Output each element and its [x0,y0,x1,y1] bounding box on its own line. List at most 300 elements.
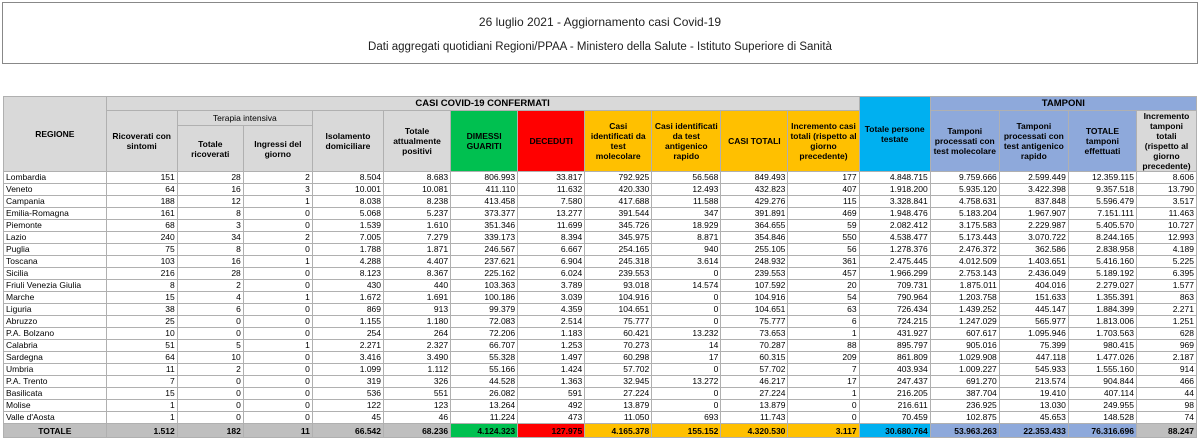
table-cell: 177 [788,172,859,184]
table-row [4,388,1197,400]
table-cell: 837.848 [999,196,1068,208]
table-row [4,196,1197,208]
table-cell: 1.691 [384,292,451,304]
table-cell: 0 [177,400,243,412]
table-cell: 2 [243,172,312,184]
table-cell: 2.514 [518,316,585,328]
table-row [4,316,1197,328]
table-cell: 246.567 [451,244,518,256]
table-cell: 8.683 [384,172,451,184]
table-cell: 13.879 [585,400,652,412]
table-cell: 0 [177,388,243,400]
header-casi-totali: CASI TOTALI [721,111,788,172]
table-cell: 70.273 [585,340,652,352]
table-cell: 492 [518,400,585,412]
table-cell: 103.363 [451,280,518,292]
table-cell: 10 [106,328,177,340]
table-cell: 14 [652,340,721,352]
table-cell: 4.012.509 [930,256,999,268]
table-cell: 0 [652,316,721,328]
table-cell: 3.517 [1136,196,1196,208]
table-cell: 59 [788,220,859,232]
table-cell: 457 [788,268,859,280]
total-cell: 155.152 [652,424,721,438]
table-cell: 68 [106,220,177,232]
table-cell: 339.173 [451,232,518,244]
table-cell: 60.298 [585,352,652,364]
table-cell: 2.271 [1136,304,1196,316]
table-cell: 0 [243,220,312,232]
table-cell: 391.544 [585,208,652,220]
table-cell: 4.359 [518,304,585,316]
table-cell: 1.278.376 [859,244,930,256]
table-cell: 345.726 [585,220,652,232]
header-group-tamponi: TAMPONI [930,97,1196,111]
table-cell: 11.463 [1136,208,1196,220]
header-antigenico: Casi identificati da test antigenico rapido [652,111,721,172]
table-cell: 254.165 [585,244,652,256]
table-cell: 351.346 [451,220,518,232]
table-cell: 413.458 [451,196,518,208]
table-cell: 5 [177,340,243,352]
table-cell: 0 [652,268,721,280]
table-cell: 420.330 [585,184,652,196]
total-cell: 1.512 [106,424,177,438]
table-cell: 74 [1136,412,1196,424]
table-cell: 60.421 [585,328,652,340]
table-cell: 1.009.227 [930,364,999,376]
header-molecolare: Casi identificati da test molecolare [585,111,652,172]
table-row [4,256,1197,268]
region-name: P.A. Trento [4,376,107,388]
table-cell: 1 [243,292,312,304]
table-cell: 364.655 [721,220,788,232]
header-group-terapia: Terapia intensiva [177,111,312,126]
header-ingressi: Ingressi del giorno [243,126,312,172]
table-cell: 407.114 [1068,388,1136,400]
table-cell: 1.183 [518,328,585,340]
table-row [4,184,1197,196]
table-cell: 3.416 [312,352,383,364]
table-cell: 88 [788,340,859,352]
table-cell: 98 [1136,400,1196,412]
region-name: Sicilia [4,268,107,280]
table-cell: 1.875.011 [930,280,999,292]
table-cell: 12.493 [652,184,721,196]
table-cell: 3 [243,184,312,196]
table-cell: 0 [243,400,312,412]
table-cell: 6.904 [518,256,585,268]
table-cell: 17 [788,376,859,388]
table-row [4,412,1197,424]
table-cell: 123 [384,400,451,412]
table-cell: 354.846 [721,232,788,244]
table-cell: 64 [106,184,177,196]
table-cell: 447.118 [999,352,1068,364]
table-cell: 2.187 [1136,352,1196,364]
table-row [4,220,1197,232]
table-cell: 709.731 [859,280,930,292]
table-cell: 0 [243,388,312,400]
table-cell: 70.459 [859,412,930,424]
table-cell: 726.434 [859,304,930,316]
table-cell: 11.632 [518,184,585,196]
header-isolamento: Isolamento domiciliare [312,111,383,172]
table-cell: 5.225 [1136,256,1196,268]
table-cell: 4.288 [312,256,383,268]
table-cell: 326 [384,376,451,388]
table-cell: 216.611 [859,400,930,412]
report-subtitle: Dati aggregati quotidiani Regioni/PPAA - Ministero della Salute - Istituto Superiore di Sanità [368,41,832,53]
table-cell: 8.394 [518,232,585,244]
table-cell: 13.264 [451,400,518,412]
table-cell: 1 [106,412,177,424]
table-cell: 2.475.445 [859,256,930,268]
table-cell: 7.279 [384,232,451,244]
table-cell: 4.848.715 [859,172,930,184]
header-group-confirmed: CASI COVID-19 CONFERMATI [106,97,859,111]
table-row [4,232,1197,244]
table-cell: 148.528 [1068,412,1136,424]
table-row [4,400,1197,412]
table-cell: 0 [177,412,243,424]
covid-data-table [3,96,1197,438]
region-name: Emilia-Romagna [4,208,107,220]
table-cell: 44.528 [451,376,518,388]
table-row [4,292,1197,304]
region-name: Puglia [4,244,107,256]
table-row [4,244,1197,256]
table-cell: 440 [384,280,451,292]
table-cell: 6.667 [518,244,585,256]
table-cell: 2.838.958 [1068,244,1136,256]
table-body [4,172,1197,438]
table-cell: 12.993 [1136,232,1196,244]
table-cell: 14.574 [652,280,721,292]
table-cell: 792.925 [585,172,652,184]
table-cell: 0 [243,364,312,376]
table-cell: 861.809 [859,352,930,364]
total-row [4,424,1197,438]
table-cell: 2.082.412 [859,220,930,232]
region-name: Valle d'Aosta [4,412,107,424]
table-cell: 551 [384,388,451,400]
table-cell: 245.318 [585,256,652,268]
table-cell: 70.287 [721,340,788,352]
table-cell: 790.964 [859,292,930,304]
table-cell: 11.743 [721,412,788,424]
table-cell: 432.823 [721,184,788,196]
table-cell: 188 [106,196,177,208]
table-cell: 1 [243,196,312,208]
table-cell: 102.875 [930,412,999,424]
table-cell: 0 [243,352,312,364]
total-cell: 88.247 [1136,424,1196,438]
table-cell: 407 [788,184,859,196]
total-cell: 11 [243,424,312,438]
table-cell: 913 [384,304,451,316]
table-cell: 3.039 [518,292,585,304]
table-cell: 1.610 [384,220,451,232]
table-cell: 1.555.160 [1068,364,1136,376]
table-cell: 345.975 [585,232,652,244]
table-cell: 0 [177,316,243,328]
table-cell: 2.327 [384,340,451,352]
table-cell: 10 [177,352,243,364]
table-cell: 5.935.120 [930,184,999,196]
table-row [4,304,1197,316]
table-cell: 693 [652,412,721,424]
table-row [4,328,1197,340]
table-cell: 914 [1136,364,1196,376]
table-cell: 0 [788,400,859,412]
region-name: Abruzzo [4,316,107,328]
table-cell: 13.879 [721,400,788,412]
table-cell: 8.871 [652,232,721,244]
total-cell: 76.316.696 [1068,424,1136,438]
total-cell: 22.353.433 [999,424,1068,438]
region-name: Campania [4,196,107,208]
table-cell: 1.099 [312,364,383,376]
report-title: 26 luglio 2021 - Aggiornamento casi Covid-19 [478,15,722,29]
table-cell: 361 [788,256,859,268]
region-name: Liguria [4,304,107,316]
table-cell: 404.016 [999,280,1068,292]
total-cell: 127.975 [518,424,585,438]
table-cell: 904.844 [1068,376,1136,388]
table-cell: 1.497 [518,352,585,364]
table-cell: 362.586 [999,244,1068,256]
table-cell: 0 [243,208,312,220]
table-cell: 536 [312,388,383,400]
table-cell: 8.238 [384,196,451,208]
table-cell: 104.916 [585,292,652,304]
table-cell: 5.405.570 [1068,220,1136,232]
region-name: Piemonte [4,220,107,232]
region-name: Lazio [4,232,107,244]
table-cell: 32.945 [585,376,652,388]
region-name: Basilicata [4,388,107,400]
table-cell: 55.166 [451,364,518,376]
table-cell: 46 [384,412,451,424]
table-cell: 27.224 [585,388,652,400]
header-totale-positivi: Totale attualmente positivi [384,111,451,172]
header-ricoverati: Ricoverati con sintomi [106,111,177,172]
table-cell: 1 [243,340,312,352]
table-cell: 4.189 [1136,244,1196,256]
table-cell: 7.005 [312,232,383,244]
table-cell: 2.436.049 [999,268,1068,280]
table-cell: 8.038 [312,196,383,208]
table-cell: 151.633 [999,292,1068,304]
table-cell: 122 [312,400,383,412]
header-incremento: Incremento casi totali (rispetto al giorno precedente) [788,111,859,172]
table-cell: 6 [177,304,243,316]
table-cell: 6 [788,316,859,328]
table-cell: 73.653 [721,328,788,340]
header-tamp-molecolare: Tamponi processati con test molecolare [930,111,999,172]
table-cell: 1.247.029 [930,316,999,328]
total-cell: 182 [177,424,243,438]
table-cell: 5.189.192 [1068,268,1136,280]
table-cell: 565.977 [999,316,1068,328]
table-cell: 249.955 [1068,400,1136,412]
region-name: Veneto [4,184,107,196]
table-cell: 3 [177,220,243,232]
table-cell: 75.777 [721,316,788,328]
table-cell: 11.699 [518,220,585,232]
table-cell: 1.363 [518,376,585,388]
table-cell: 2 [177,364,243,376]
table-cell: 411.110 [451,184,518,196]
table-cell: 550 [788,232,859,244]
table-cell: 0 [243,304,312,316]
table-cell: 2 [177,280,243,292]
header-tamp-totale: TOTALE tamponi effettuati [1068,111,1136,172]
header-regione: REGIONE [4,97,107,172]
table-cell: 2.599.449 [999,172,1068,184]
table-cell: 8.123 [312,268,383,280]
header-persone-testate: Totale persone testate [859,97,930,172]
table-cell: 0 [243,376,312,388]
table-cell: 1 [788,388,859,400]
table-cell: 56 [788,244,859,256]
table-cell: 3.789 [518,280,585,292]
report-header [2,2,1198,64]
table-cell: 11 [106,364,177,376]
region-name: Friuli Venezia Giulia [4,280,107,292]
table-cell: 216 [106,268,177,280]
table-cell: 849.493 [721,172,788,184]
region-name: Lombardia [4,172,107,184]
table-cell: 1.918.200 [859,184,930,196]
table-cell: 16 [177,256,243,268]
table-cell: 1.577 [1136,280,1196,292]
table-row [4,376,1197,388]
table-cell: 115 [788,196,859,208]
table-cell: 373.377 [451,208,518,220]
table-cell: 44 [1136,388,1196,400]
region-name: Sardegna [4,352,107,364]
table-cell: 54 [788,292,859,304]
table-cell: 4 [177,292,243,304]
table-cell: 45 [312,412,383,424]
table-row [4,208,1197,220]
table-cell: 3.490 [384,352,451,364]
table-cell: 1.967.907 [999,208,1068,220]
table-cell: 0 [243,280,312,292]
table-cell: 347 [652,208,721,220]
table-cell: 13.272 [652,376,721,388]
table-cell: 0 [652,364,721,376]
table-cell: 72.206 [451,328,518,340]
table-cell: 0 [243,244,312,256]
table-cell: 5.416.160 [1068,256,1136,268]
table-cell: 628 [1136,328,1196,340]
table-cell: 19.410 [999,388,1068,400]
table-cell: 1 [788,328,859,340]
table-cell: 863 [1136,292,1196,304]
table-cell: 254 [312,328,383,340]
table-cell: 1.112 [384,364,451,376]
table-cell: 5.596.479 [1068,196,1136,208]
table-cell: 216.205 [859,388,930,400]
table-cell: 11.588 [652,196,721,208]
table-cell: 591 [518,388,585,400]
table-cell: 0 [652,304,721,316]
table-cell: 247.437 [859,376,930,388]
table-cell: 2.476.372 [930,244,999,256]
table-cell: 0 [788,412,859,424]
table-cell: 10.081 [384,184,451,196]
table-cell: 255.105 [721,244,788,256]
table-cell: 4.538.477 [859,232,930,244]
table-cell: 1 [106,400,177,412]
table-cell: 75.399 [999,340,1068,352]
total-cell: 66.542 [312,424,383,438]
table-cell: 66.707 [451,340,518,352]
table-cell: 99.379 [451,304,518,316]
table-cell: 905.016 [930,340,999,352]
table-cell: 5.237 [384,208,451,220]
region-name: Marche [4,292,107,304]
region-name: P.A. Bolzano [4,328,107,340]
region-name: Toscana [4,256,107,268]
table-cell: 10.001 [312,184,383,196]
header-tamp-antigenico: Tamponi processati con test antigenico rapido [999,111,1068,172]
table-cell: 7.580 [518,196,585,208]
table-cell: 264 [384,328,451,340]
table-cell: 33.817 [518,172,585,184]
table-cell: 8 [177,244,243,256]
table-cell: 104.916 [721,292,788,304]
table-cell: 161 [106,208,177,220]
table-cell: 387.704 [930,388,999,400]
table-cell: 104.651 [721,304,788,316]
table-row [4,172,1197,184]
table-cell: 239.553 [585,268,652,280]
table-cell: 9.759.666 [930,172,999,184]
table-cell: 57.702 [721,364,788,376]
table-cell: 55.328 [451,352,518,364]
table-cell: 545.933 [999,364,1068,376]
table-cell: 0 [243,268,312,280]
table-row [4,364,1197,376]
table-cell: 1.203.758 [930,292,999,304]
table-cell: 0 [177,328,243,340]
table-cell: 45.653 [999,412,1068,424]
table-cell: 0 [243,412,312,424]
table-row [4,280,1197,292]
table-cell: 26.082 [451,388,518,400]
table-cell: 1.788 [312,244,383,256]
table-cell: 417.688 [585,196,652,208]
table-cell: 12.359.115 [1068,172,1136,184]
table-cell: 806.993 [451,172,518,184]
table-cell: 0 [177,376,243,388]
table-cell: 72.083 [451,316,518,328]
table-cell: 2.271 [312,340,383,352]
table-cell: 0 [652,388,721,400]
table-cell: 391.891 [721,208,788,220]
table-cell: 895.797 [859,340,930,352]
table-cell: 473 [518,412,585,424]
table-cell: 0 [243,316,312,328]
table-cell: 8.504 [312,172,383,184]
table-cell: 236.925 [930,400,999,412]
table-cell: 691.270 [930,376,999,388]
table-cell: 1.948.476 [859,208,930,220]
